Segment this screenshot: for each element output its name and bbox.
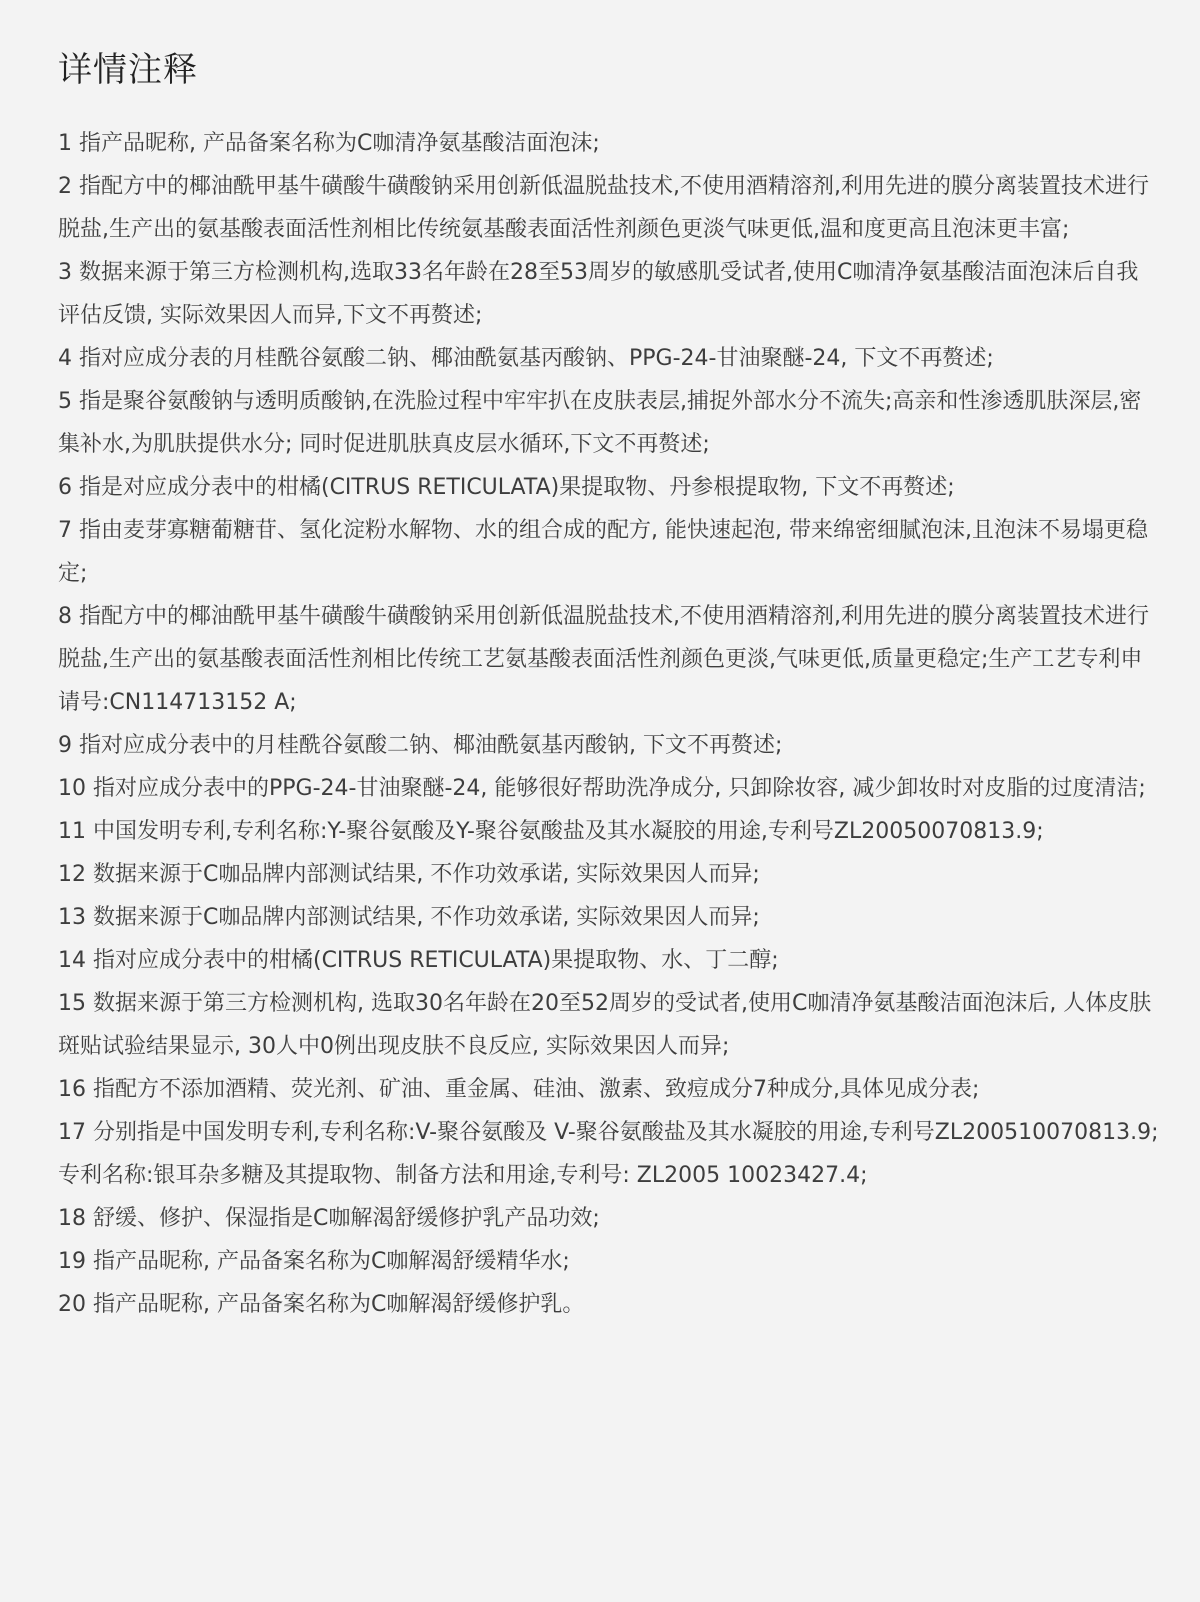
note-item: 5 指是聚谷氨酸钠与透明质酸钠,在洗脸过程中牢牢扒在皮肤表层,捕捉外部水分不流失;高亲和性渗透肌肤深层,密集补水,为肌肤提供水分; 同时促进肌肤真皮层水循环,下文不再赘述; xyxy=(58,389,1142,457)
note-item: 13 数据来源于C咖品牌内部测试结果, 不作功效承诺, 实际效果因人而异; xyxy=(58,905,760,930)
note-item: 15 数据来源于第三方检测机构, 选取30名年龄在20至52周岁的受试者,使用C咖清净氨基酸洁面泡沫后, 人体皮肤斑贴试验结果显示, 30人中0例出现皮肤不良反应, 实际效果因人而异; xyxy=(58,991,1152,1059)
note-item: 10 指对应成分表中的PPG-24-甘油聚醚-24, 能够很好帮助洗净成分, 只卸除妆容, 减少卸妆时对皮脂的过度清洁; xyxy=(58,776,1146,801)
note-item: 3 数据来源于第三方检测机构,选取33名年龄在28至53周岁的敏感肌受试者,使用C咖清净氨基酸洁面泡沫后自我评估反馈, 实际效果因人而异,下文不再赘述; xyxy=(58,260,1139,328)
note-item: 2 指配方中的椰油酰甲基牛磺酸牛磺酸钠采用创新低温脱盐技术,不使用酒精溶剂,利用先进的膜分离装置技术进行脱盐,生产出的氨基酸表面活性剂相比传统氨基酸表面活性剂颜色更淡气味更低,温和度更高且泡沫更丰富; xyxy=(58,174,1149,242)
note-item: 9 指对应成分表中的月桂酰谷氨酸二钠、椰油酰氨基丙酸钠, 下文不再赘述; xyxy=(58,733,783,758)
note-item: 11 中国发明专利,专利名称:Y-聚谷氨酸及Y-聚谷氨酸盐及其水凝胶的用途,专利号ZL20050070813.9; xyxy=(58,819,1044,844)
note-item: 7 指由麦芽寡糖葡糖苷、氢化淀粉水解物、水的组合成的配方, 能快速起泡, 带来绵密细腻泡沫,且泡沫不易塌更稳定; xyxy=(58,518,1148,586)
note-item: 8 指配方中的椰油酰甲基牛磺酸牛磺酸钠采用创新低温脱盐技术,不使用酒精溶剂,利用先进的膜分离装置技术进行脱盐,生产出的氨基酸表面活性剂相比传统工艺氨基酸表面活性剂颜色更淡,气味更低,质量更稳定;生产工艺专利申请号:CN114713152 A; xyxy=(58,604,1149,715)
note-item: 19 指产品昵称, 产品备案名称为C咖解渴舒缓精华水; xyxy=(58,1249,570,1274)
page-title: 详情注释 xyxy=(58,50,198,90)
note-item: 6 指是对应成分表中的柑橘(CITRUS RETICULATA)果提取物、丹参根提取物, 下文不再赘述; xyxy=(58,475,955,500)
note-item: 12 数据来源于C咖品牌内部测试结果, 不作功效承诺, 实际效果因人而异; xyxy=(58,862,760,887)
note-item: 20 指产品昵称, 产品备案名称为C咖解渴舒缓修护乳。 xyxy=(58,1292,585,1317)
notes-list xyxy=(58,122,1160,1326)
note-item: 17 分别指是中国发明专利,专利名称:V-聚谷氨酸及 V-聚谷氨酸盐及其水凝胶的用途,专利号ZL200510070813.9;专利名称:银耳杂多糖及其提取物、制备方法和用途,专利号: ZL2005 10023427.4; xyxy=(58,1120,1159,1188)
note-item: 1 指产品昵称, 产品备案名称为C咖清净氨基酸洁面泡沫; xyxy=(58,131,600,156)
note-item: 16 指配方不添加酒精、荧光剂、矿油、重金属、硅油、激素、致痘成分7种成分,具体见成分表; xyxy=(58,1077,980,1102)
note-item: 18 舒缓、修护、保湿指是C咖解渴舒缓修护乳产品功效; xyxy=(58,1206,600,1231)
note-item: 14 指对应成分表中的柑橘(CITRUS RETICULATA)果提取物、水、丁二醇; xyxy=(58,948,779,973)
note-item: 4 指对应成分表的月桂酰谷氨酸二钠、椰油酰氨基丙酸钠、PPG-24-甘油聚醚-24, 下文不再赘述; xyxy=(58,346,994,371)
